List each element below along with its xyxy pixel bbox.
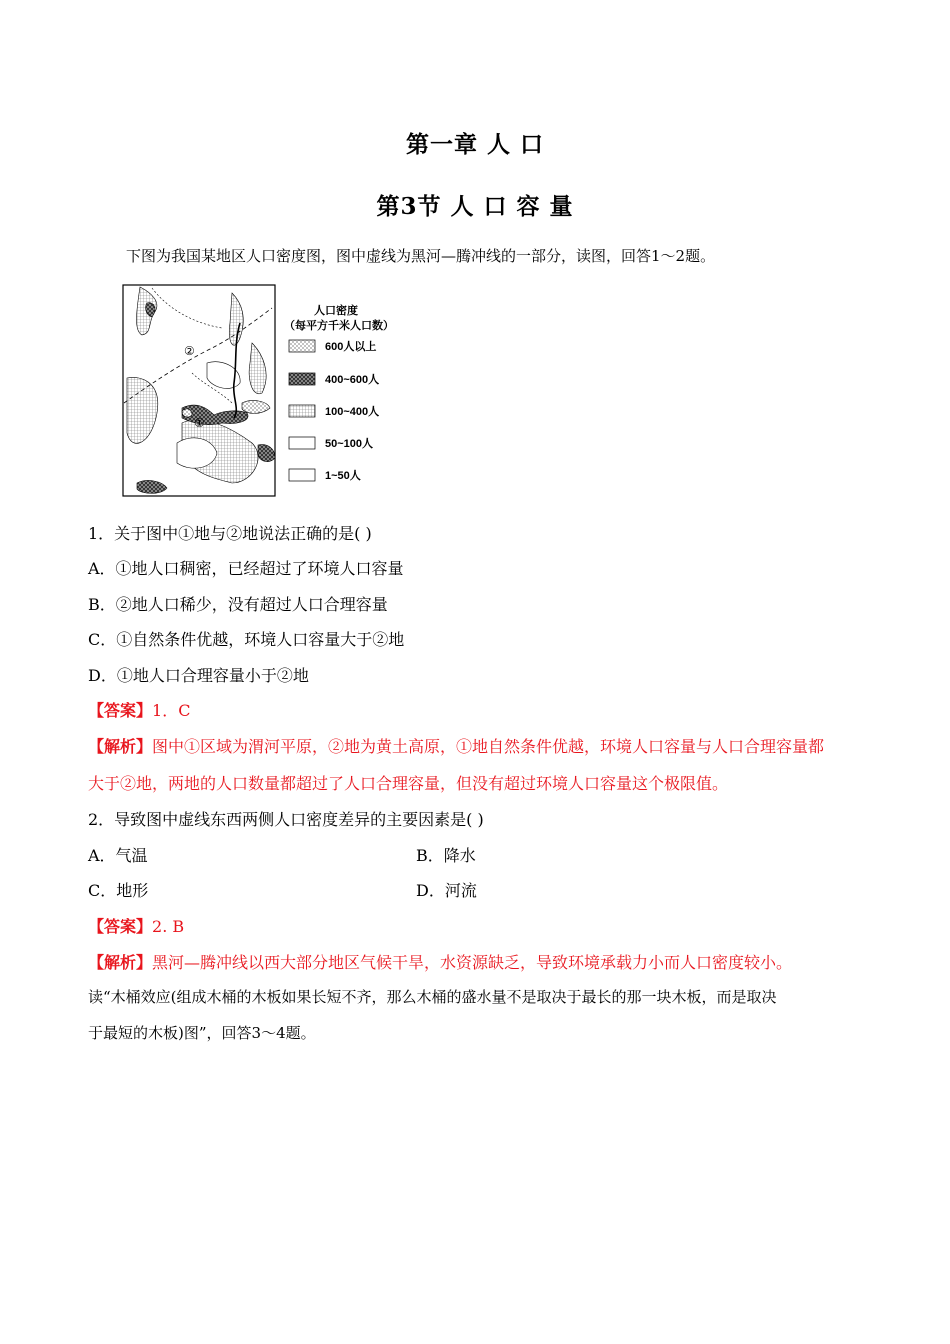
answer-value: 2. B <box>152 917 185 936</box>
q1-analysis-2: 大于②地，两地的人口数量都超过了人口合理容量，但没有超过环境人口容量这个极限值。 <box>88 774 729 793</box>
legend-label-400-600: 400~600人 <box>325 374 380 386</box>
q2-answer <box>88 914 184 937</box>
chapter-title: 第一章 人 口 <box>405 131 544 158</box>
q1-option-d: D．①地人口合理容量小于②地 <box>88 666 309 685</box>
section-title: 第3节 人 口 容 量 <box>376 193 574 220</box>
analysis-text: 黑河—腾冲线以西大部分地区气候干旱，水资源缺乏，导致环境承载力小而人口密度较小。 <box>152 953 793 972</box>
q1-analysis-1 <box>88 734 824 757</box>
label-1: ① <box>194 416 205 430</box>
next-intro-2: 于最短的木板)图”，回答3～4题。 <box>88 1024 316 1042</box>
q2-stem: 2．导致图中虚线东西两侧人口密度差异的主要因素是( ) <box>88 810 484 829</box>
legend-swatch-1-50 <box>289 469 315 481</box>
legend-label-100-400: 100~400人 <box>325 406 380 418</box>
q2-option-a: A．气温 <box>88 846 148 865</box>
q1-option-b: B．②地人口稀少，没有超过人口合理容量 <box>88 595 388 614</box>
q1-option-a: A．①地人口稠密，已经超过了环境人口容量 <box>88 559 404 578</box>
legend-title-2: （每平方千米人口数） <box>284 320 394 332</box>
legend-swatch-600-plus <box>289 340 315 352</box>
legend-swatch-50-100 <box>289 437 315 449</box>
q2-option-c: C．地形 <box>88 881 149 900</box>
legend-swatch-100-400 <box>289 405 315 417</box>
q1-answer <box>88 698 190 721</box>
legend-label-50-100: 50~100人 <box>325 438 374 450</box>
population-density-map <box>122 283 412 500</box>
q1-stem: 1．关于图中①地与②地说法正确的是( ) <box>88 524 372 543</box>
legend-label-1-50: 1~50人 <box>325 470 361 482</box>
q2-analysis <box>88 950 792 973</box>
analysis-tag: 【解析】 <box>88 737 153 756</box>
label-2: ② <box>184 344 195 358</box>
intro-text: 下图为我国某地区人口密度图，图中虚线为黑河—腾冲线的一部分，读图，回答1～2题。 <box>126 247 716 265</box>
legend-title-1: 人口密度 <box>314 305 358 317</box>
q2-option-d: D．河流 <box>416 881 477 900</box>
q1-option-c: C．①自然条件优越，环境人口容量大于②地 <box>88 630 405 649</box>
legend-swatch-400-600 <box>289 373 315 385</box>
region-600-plus-b <box>182 409 192 417</box>
answer-value: 1．C <box>152 701 191 720</box>
q2-option-b: B．降水 <box>416 846 476 865</box>
answer-tag: 【答案】 <box>88 917 153 936</box>
analysis-tag: 【解析】 <box>88 953 153 972</box>
answer-tag: 【答案】 <box>88 701 153 720</box>
legend-label-600-plus: 600人以上 <box>325 341 377 353</box>
next-intro-1: 读“木桶效应(组成木桶的木板如果长短不齐，那么木桶的盛水量不是取决于最长的那一块木板，而是取决 <box>88 988 777 1006</box>
analysis-text: 图中①区域为渭河平原，②地为黄土高原，①地自然条件优越，环境人口容量与人口合理容量都 <box>152 737 825 756</box>
